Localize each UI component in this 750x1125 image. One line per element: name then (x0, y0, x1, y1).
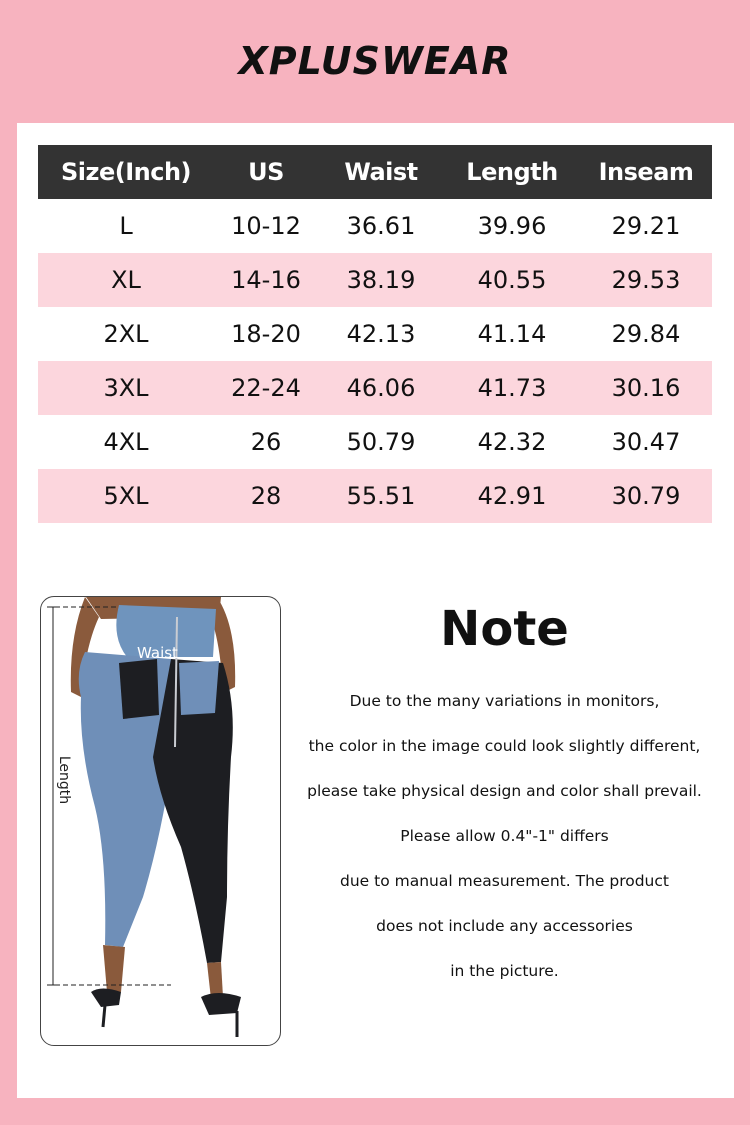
cell-inseam: 30.47 (611, 428, 681, 456)
note-line: please take physical design and color shall prevail. (307, 782, 702, 800)
note-title: Note (440, 601, 569, 657)
brand-header (0, 36, 750, 86)
cell-us: 28 (214, 469, 318, 523)
table-row (38, 415, 712, 469)
cell-waist: 55.51 (318, 469, 444, 523)
cell-inseam: 30.79 (580, 469, 712, 523)
cell-us: 18-20 (231, 320, 301, 348)
cell-size: XL (38, 253, 214, 307)
right-pocket-shape (179, 661, 219, 715)
cell-size: 4XL (103, 428, 149, 456)
table-row (38, 199, 712, 253)
cell-us: 26 (250, 428, 282, 456)
table-row (38, 361, 712, 415)
cell-inseam: 29.21 (611, 212, 681, 240)
cell-waist: 50.79 (346, 428, 416, 456)
cell-inseam: 30.16 (580, 361, 712, 415)
cell-length: 40.55 (444, 253, 580, 307)
right-shoe-shape (201, 993, 241, 1015)
table-header-row (38, 145, 712, 199)
column-header-inseam: Inseam (580, 145, 712, 199)
column-header-us: US (214, 145, 318, 199)
brand-logo: XPLUSWEAR (238, 39, 512, 83)
column-header-length: Length (444, 145, 580, 199)
cell-waist: 46.06 (318, 361, 444, 415)
cell-us: 10-12 (231, 212, 301, 240)
cell-waist: 42.13 (346, 320, 416, 348)
left-shoe-shape (91, 989, 121, 1008)
cell-size: 3XL (38, 361, 214, 415)
cell-length: 41.73 (444, 361, 580, 415)
cell-size: 5XL (38, 469, 214, 523)
table-row (38, 253, 712, 307)
size-table (38, 145, 712, 523)
cell-us: 22-24 (214, 361, 318, 415)
note-line: Please allow 0.4"-1" differs (400, 827, 609, 845)
note-line: in the picture. (450, 962, 559, 980)
waist-label: Waist (137, 644, 178, 662)
cell-inseam: 29.53 (580, 253, 712, 307)
table-row (38, 307, 712, 361)
cell-waist: 36.61 (346, 212, 416, 240)
cell-size: 2XL (103, 320, 149, 348)
note-line: due to manual measurement. The product (340, 872, 669, 890)
cell-us: 14-16 (214, 253, 318, 307)
cell-length: 42.91 (444, 469, 580, 523)
note-line: does not include any accessories (376, 917, 633, 935)
left-pocket-shape (119, 659, 159, 719)
note-line: Due to the many variations in monitors, (349, 692, 660, 710)
note-text (297, 688, 712, 1003)
column-header-waist: Waist (318, 145, 444, 199)
note-line: the color in the image could look slightly different, (308, 737, 701, 755)
table-row (38, 469, 712, 523)
cell-length: 39.96 (477, 212, 547, 240)
cell-inseam: 29.84 (611, 320, 681, 348)
measurement-figure (40, 596, 281, 1046)
cell-length: 41.14 (477, 320, 547, 348)
size-chart-card (17, 123, 734, 1098)
jeans-illustration (41, 597, 281, 1046)
column-header-size: Size(Inch) (38, 145, 214, 199)
cell-length: 42.32 (477, 428, 547, 456)
cell-waist: 38.19 (318, 253, 444, 307)
length-label: Length (56, 753, 72, 807)
cell-size: L (119, 212, 133, 240)
